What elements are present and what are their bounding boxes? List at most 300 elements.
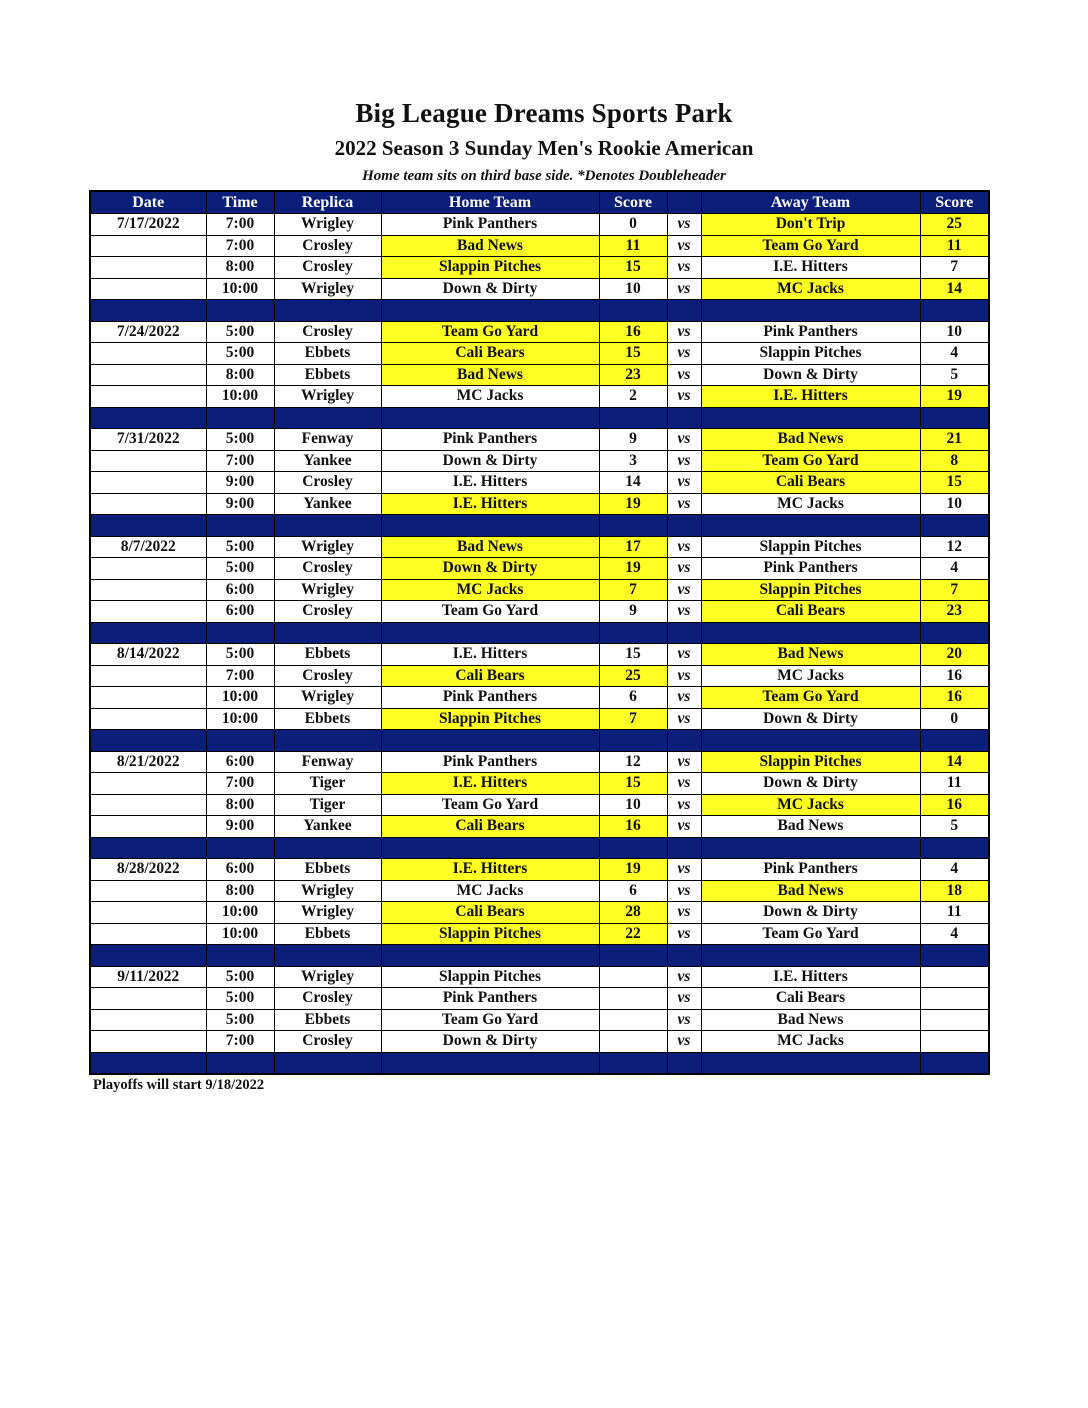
vs-cell: vs — [667, 214, 701, 236]
home-score-cell: 19 — [599, 558, 667, 580]
table-row — [90, 708, 989, 730]
away-score-cell — [920, 966, 989, 988]
home-score-cell: 7 — [599, 708, 667, 730]
away-score-cell: 7 — [920, 579, 989, 601]
vs-cell: vs — [667, 429, 701, 451]
replica-cell: Tiger — [274, 794, 381, 816]
separator-cell — [920, 300, 989, 322]
time-cell: 5:00 — [206, 429, 274, 451]
separator-cell — [381, 945, 599, 967]
separator-cell — [701, 945, 920, 967]
separator-cell — [381, 730, 599, 752]
home-team-cell: Pink Panthers — [381, 687, 599, 709]
vs-cell: vs — [667, 816, 701, 838]
vs-cell: vs — [667, 1009, 701, 1031]
home-team-cell: Pink Panthers — [381, 751, 599, 773]
date-cell: 8/7/2022 — [90, 536, 206, 558]
away-team-cell: Down & Dirty — [701, 364, 920, 386]
away-team-cell: Team Go Yard — [701, 450, 920, 472]
away-team-cell: Team Go Yard — [701, 923, 920, 945]
time-cell: 5:00 — [206, 988, 274, 1010]
col-header-home-score: Score — [599, 191, 667, 214]
vs-cell: vs — [667, 1031, 701, 1053]
table-row — [90, 472, 989, 494]
away-team-cell: Bad News — [701, 644, 920, 666]
col-header-away-team: Away Team — [701, 191, 920, 214]
home-team-cell: Team Go Yard — [381, 601, 599, 623]
separator-cell — [920, 407, 989, 429]
replica-cell: Crosley — [274, 321, 381, 343]
separator-cell — [90, 515, 206, 537]
date-cell — [90, 601, 206, 623]
replica-cell: Fenway — [274, 429, 381, 451]
away-score-cell: 18 — [920, 880, 989, 902]
home-team-cell: Bad News — [381, 235, 599, 257]
week-separator-row — [90, 730, 989, 752]
replica-cell: Ebbets — [274, 708, 381, 730]
away-team-cell: Down & Dirty — [701, 902, 920, 924]
home-score-cell: 28 — [599, 902, 667, 924]
date-cell — [90, 665, 206, 687]
home-team-cell: Pink Panthers — [381, 429, 599, 451]
away-team-cell: I.E. Hitters — [701, 966, 920, 988]
replica-cell: Wrigley — [274, 579, 381, 601]
replica-cell: Fenway — [274, 751, 381, 773]
away-score-cell: 10 — [920, 493, 989, 515]
date-cell — [90, 343, 206, 365]
date-cell — [90, 923, 206, 945]
home-team-cell: Bad News — [381, 536, 599, 558]
table-row — [90, 988, 989, 1010]
separator-cell — [206, 622, 274, 644]
table-row — [90, 343, 989, 365]
away-team-cell: Bad News — [701, 880, 920, 902]
away-team-cell: MC Jacks — [701, 794, 920, 816]
table-row — [90, 794, 989, 816]
time-cell: 9:00 — [206, 816, 274, 838]
table-row — [90, 665, 989, 687]
time-cell: 9:00 — [206, 493, 274, 515]
away-score-cell: 11 — [920, 235, 989, 257]
table-row — [90, 1009, 989, 1031]
home-score-cell: 3 — [599, 450, 667, 472]
schedule-table — [89, 190, 990, 1075]
time-cell: 6:00 — [206, 751, 274, 773]
replica-cell: Tiger — [274, 773, 381, 795]
table-row — [90, 278, 989, 300]
home-score-cell: 19 — [599, 493, 667, 515]
separator-cell — [381, 515, 599, 537]
time-cell: 7:00 — [206, 773, 274, 795]
time-cell: 5:00 — [206, 536, 274, 558]
away-team-cell: Cali Bears — [701, 601, 920, 623]
separator-cell — [90, 730, 206, 752]
separator-cell — [667, 837, 701, 859]
separator-cell — [381, 622, 599, 644]
vs-cell: vs — [667, 687, 701, 709]
separator-cell — [206, 407, 274, 429]
away-score-cell: 19 — [920, 386, 989, 408]
away-score-cell: 4 — [920, 558, 989, 580]
table-row — [90, 364, 989, 386]
week-separator-row — [90, 300, 989, 322]
away-score-cell: 16 — [920, 665, 989, 687]
away-team-cell: I.E. Hitters — [701, 386, 920, 408]
away-score-cell: 0 — [920, 708, 989, 730]
separator-cell — [701, 730, 920, 752]
separator-cell — [381, 837, 599, 859]
home-score-cell: 15 — [599, 343, 667, 365]
separator-cell — [701, 407, 920, 429]
home-score-cell: 2 — [599, 386, 667, 408]
time-cell: 7:00 — [206, 450, 274, 472]
table-row — [90, 1031, 989, 1053]
table-row — [90, 601, 989, 623]
away-score-cell: 4 — [920, 343, 989, 365]
separator-cell — [599, 622, 667, 644]
replica-cell: Crosley — [274, 988, 381, 1010]
replica-cell: Ebbets — [274, 364, 381, 386]
vs-cell: vs — [667, 644, 701, 666]
time-cell: 7:00 — [206, 665, 274, 687]
separator-cell — [206, 730, 274, 752]
home-team-cell: Team Go Yard — [381, 794, 599, 816]
separator-cell — [274, 1052, 381, 1074]
time-cell: 10:00 — [206, 687, 274, 709]
separator-cell — [599, 1052, 667, 1074]
home-score-cell: 9 — [599, 429, 667, 451]
home-score-cell: 15 — [599, 773, 667, 795]
separator-cell — [667, 515, 701, 537]
time-cell: 5:00 — [206, 1009, 274, 1031]
separator-cell — [90, 837, 206, 859]
date-cell — [90, 687, 206, 709]
separator-cell — [599, 407, 667, 429]
week-separator-row — [90, 1052, 989, 1074]
separator-cell — [920, 515, 989, 537]
separator-cell — [90, 407, 206, 429]
separator-cell — [667, 1052, 701, 1074]
home-score-cell: 25 — [599, 665, 667, 687]
separator-cell — [381, 1052, 599, 1074]
date-cell — [90, 1031, 206, 1053]
time-cell: 10:00 — [206, 708, 274, 730]
home-team-cell: MC Jacks — [381, 880, 599, 902]
home-team-cell: I.E. Hitters — [381, 773, 599, 795]
replica-cell: Crosley — [274, 235, 381, 257]
home-team-cell: Slappin Pitches — [381, 966, 599, 988]
away-team-cell: MC Jacks — [701, 278, 920, 300]
table-row — [90, 644, 989, 666]
home-team-cell: Cali Bears — [381, 665, 599, 687]
replica-cell: Yankee — [274, 493, 381, 515]
home-score-cell: 6 — [599, 687, 667, 709]
replica-cell: Wrigley — [274, 278, 381, 300]
away-team-cell: Slappin Pitches — [701, 536, 920, 558]
vs-cell: vs — [667, 902, 701, 924]
time-cell: 6:00 — [206, 579, 274, 601]
col-header-time: Time — [206, 191, 274, 214]
separator-cell — [920, 622, 989, 644]
replica-cell: Ebbets — [274, 923, 381, 945]
away-score-cell — [920, 1009, 989, 1031]
home-team-cell: Slappin Pitches — [381, 923, 599, 945]
separator-cell — [206, 837, 274, 859]
date-cell — [90, 235, 206, 257]
separator-cell — [701, 300, 920, 322]
week-separator-row — [90, 515, 989, 537]
separator-cell — [920, 1052, 989, 1074]
time-cell: 6:00 — [206, 859, 274, 881]
home-score-cell: 22 — [599, 923, 667, 945]
date-cell — [90, 472, 206, 494]
table-row — [90, 687, 989, 709]
replica-cell: Crosley — [274, 665, 381, 687]
time-cell: 7:00 — [206, 235, 274, 257]
away-team-cell: Team Go Yard — [701, 235, 920, 257]
away-team-cell: Pink Panthers — [701, 321, 920, 343]
date-cell — [90, 278, 206, 300]
home-score-cell: 14 — [599, 472, 667, 494]
date-cell — [90, 988, 206, 1010]
away-team-cell: Down & Dirty — [701, 708, 920, 730]
time-cell: 8:00 — [206, 257, 274, 279]
replica-cell: Ebbets — [274, 343, 381, 365]
col-header-home-team: Home Team — [381, 191, 599, 214]
away-score-cell: 4 — [920, 923, 989, 945]
time-cell: 5:00 — [206, 558, 274, 580]
vs-cell: vs — [667, 257, 701, 279]
vs-cell: vs — [667, 343, 701, 365]
page-subtitle: 2022 Season 3 Sunday Men's Rookie American — [334, 136, 754, 160]
replica-cell: Wrigley — [274, 536, 381, 558]
table-row — [90, 751, 989, 773]
col-header-replica: Replica — [274, 191, 381, 214]
table-row — [90, 536, 989, 558]
away-score-cell: 21 — [920, 429, 989, 451]
vs-cell: vs — [667, 923, 701, 945]
away-team-cell: Slappin Pitches — [701, 343, 920, 365]
vs-cell: vs — [667, 493, 701, 515]
playoffs-note: Playoffs will start 9/18/2022 — [93, 1077, 265, 1093]
time-cell: 5:00 — [206, 321, 274, 343]
table-row — [90, 214, 989, 236]
separator-cell — [920, 837, 989, 859]
away-score-cell: 8 — [920, 450, 989, 472]
away-team-cell: Bad News — [701, 1009, 920, 1031]
table-row — [90, 257, 989, 279]
away-score-cell: 12 — [920, 536, 989, 558]
home-team-cell: Team Go Yard — [381, 321, 599, 343]
home-score-cell: 10 — [599, 278, 667, 300]
home-team-cell: Slappin Pitches — [381, 257, 599, 279]
table-row — [90, 923, 989, 945]
time-cell: 10:00 — [206, 386, 274, 408]
date-cell — [90, 364, 206, 386]
home-team-cell: I.E. Hitters — [381, 472, 599, 494]
vs-cell: vs — [667, 751, 701, 773]
home-team-cell: Down & Dirty — [381, 1031, 599, 1053]
home-team-cell: Down & Dirty — [381, 558, 599, 580]
separator-cell — [274, 945, 381, 967]
schedule-note: Home team sits on third base side. *Denotes Doubleheader — [362, 168, 726, 184]
away-score-cell: 5 — [920, 364, 989, 386]
week-separator-row — [90, 837, 989, 859]
home-score-cell: 9 — [599, 601, 667, 623]
away-score-cell: 14 — [920, 751, 989, 773]
home-team-cell: Down & Dirty — [381, 278, 599, 300]
time-cell: 10:00 — [206, 902, 274, 924]
vs-cell: vs — [667, 386, 701, 408]
replica-cell: Wrigley — [274, 386, 381, 408]
away-score-cell — [920, 988, 989, 1010]
separator-cell — [667, 945, 701, 967]
away-score-cell: 10 — [920, 321, 989, 343]
home-team-cell: Down & Dirty — [381, 450, 599, 472]
date-cell — [90, 493, 206, 515]
separator-cell — [701, 837, 920, 859]
date-cell — [90, 880, 206, 902]
separator-cell — [599, 730, 667, 752]
home-team-cell: Bad News — [381, 364, 599, 386]
vs-cell: vs — [667, 558, 701, 580]
week-separator-row — [90, 407, 989, 429]
separator-cell — [667, 300, 701, 322]
time-cell: 7:00 — [206, 214, 274, 236]
table-row — [90, 902, 989, 924]
separator-cell — [274, 515, 381, 537]
page-title: Big League Dreams Sports Park — [355, 98, 733, 128]
vs-cell: vs — [667, 450, 701, 472]
home-score-cell — [599, 966, 667, 988]
away-team-cell: Bad News — [701, 429, 920, 451]
vs-cell: vs — [667, 321, 701, 343]
home-score-cell — [599, 1009, 667, 1031]
separator-cell — [599, 300, 667, 322]
time-cell: 8:00 — [206, 794, 274, 816]
table-row — [90, 579, 989, 601]
home-score-cell: 0 — [599, 214, 667, 236]
vs-cell: vs — [667, 579, 701, 601]
separator-cell — [599, 837, 667, 859]
time-cell: 9:00 — [206, 472, 274, 494]
vs-cell: vs — [667, 364, 701, 386]
table-row — [90, 558, 989, 580]
replica-cell: Ebbets — [274, 1009, 381, 1031]
date-cell — [90, 773, 206, 795]
vs-cell: vs — [667, 794, 701, 816]
replica-cell: Crosley — [274, 257, 381, 279]
separator-cell — [206, 1052, 274, 1074]
table-row — [90, 493, 989, 515]
home-score-cell: 11 — [599, 235, 667, 257]
away-team-cell: Cali Bears — [701, 472, 920, 494]
replica-cell: Crosley — [274, 558, 381, 580]
home-score-cell: 6 — [599, 880, 667, 902]
home-score-cell — [599, 988, 667, 1010]
replica-cell: Crosley — [274, 472, 381, 494]
away-team-cell: Pink Panthers — [701, 859, 920, 881]
time-cell: 8:00 — [206, 364, 274, 386]
away-team-cell: Down & Dirty — [701, 773, 920, 795]
home-score-cell: 19 — [599, 859, 667, 881]
table-row — [90, 816, 989, 838]
table-row — [90, 880, 989, 902]
separator-cell — [667, 407, 701, 429]
home-score-cell: 7 — [599, 579, 667, 601]
date-cell — [90, 902, 206, 924]
date-cell: 7/17/2022 — [90, 214, 206, 236]
away-score-cell: 23 — [920, 601, 989, 623]
vs-cell: vs — [667, 966, 701, 988]
home-team-cell: MC Jacks — [381, 386, 599, 408]
time-cell: 5:00 — [206, 966, 274, 988]
vs-cell: vs — [667, 278, 701, 300]
separator-cell — [701, 515, 920, 537]
table-row — [90, 773, 989, 795]
away-team-cell: MC Jacks — [701, 665, 920, 687]
home-team-cell: I.E. Hitters — [381, 859, 599, 881]
separator-cell — [274, 407, 381, 429]
away-score-cell: 11 — [920, 773, 989, 795]
away-team-cell: Slappin Pitches — [701, 751, 920, 773]
away-score-cell: 15 — [920, 472, 989, 494]
col-header-away-score: Score — [920, 191, 989, 214]
vs-cell: vs — [667, 472, 701, 494]
separator-cell — [90, 300, 206, 322]
time-cell: 10:00 — [206, 923, 274, 945]
away-score-cell: 14 — [920, 278, 989, 300]
separator-cell — [920, 730, 989, 752]
separator-cell — [701, 1052, 920, 1074]
home-team-cell: Cali Bears — [381, 902, 599, 924]
vs-cell: vs — [667, 773, 701, 795]
date-cell — [90, 708, 206, 730]
away-team-cell: MC Jacks — [701, 1031, 920, 1053]
time-cell: 10:00 — [206, 278, 274, 300]
replica-cell: Crosley — [274, 601, 381, 623]
home-score-cell: 15 — [599, 257, 667, 279]
away-score-cell: 25 — [920, 214, 989, 236]
vs-cell: vs — [667, 235, 701, 257]
home-team-cell: Slappin Pitches — [381, 708, 599, 730]
separator-cell — [599, 515, 667, 537]
replica-cell: Ebbets — [274, 644, 381, 666]
away-score-cell: 11 — [920, 902, 989, 924]
time-cell: 7:00 — [206, 1031, 274, 1053]
date-cell: 8/28/2022 — [90, 859, 206, 881]
schedule-body — [90, 214, 989, 1075]
date-cell: 8/21/2022 — [90, 751, 206, 773]
separator-cell — [274, 837, 381, 859]
home-score-cell: 17 — [599, 536, 667, 558]
table-row — [90, 321, 989, 343]
home-score-cell: 15 — [599, 644, 667, 666]
vs-cell: vs — [667, 601, 701, 623]
time-cell: 8:00 — [206, 880, 274, 902]
away-score-cell: 16 — [920, 687, 989, 709]
away-team-cell: Pink Panthers — [701, 558, 920, 580]
home-team-cell: Pink Panthers — [381, 988, 599, 1010]
away-team-cell: Slappin Pitches — [701, 579, 920, 601]
vs-cell: vs — [667, 536, 701, 558]
replica-cell: Crosley — [274, 1031, 381, 1053]
away-score-cell: 20 — [920, 644, 989, 666]
away-score-cell: 4 — [920, 859, 989, 881]
time-cell: 5:00 — [206, 644, 274, 666]
away-score-cell: 16 — [920, 794, 989, 816]
away-team-cell: MC Jacks — [701, 493, 920, 515]
